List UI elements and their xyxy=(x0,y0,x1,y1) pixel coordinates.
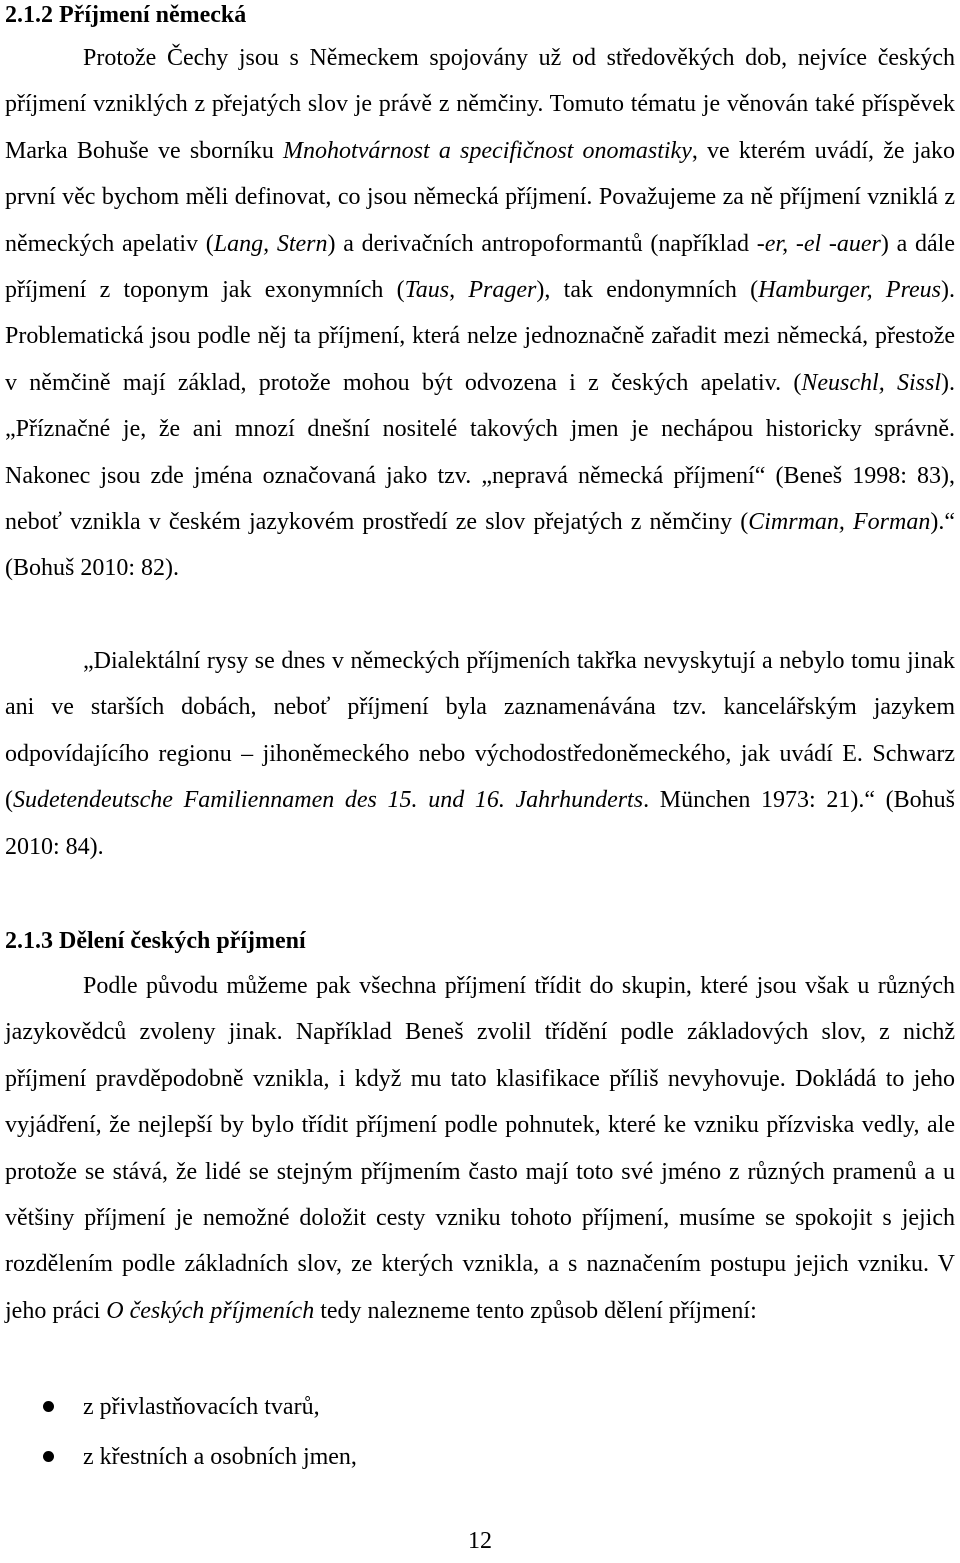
text-run: ), tak endonymních ( xyxy=(536,277,759,304)
example-surnames: Lang, Stern xyxy=(213,230,328,257)
paragraph-surname-division xyxy=(5,963,955,1334)
bullet-icon xyxy=(43,1401,54,1412)
example-surnames: Neuschl, Sissl xyxy=(801,369,942,396)
text-run: tedy nalezneme tento způsob dělení příjmení: xyxy=(314,1297,757,1324)
example-suffixes: -er, -el -auer xyxy=(756,230,881,257)
paragraph-dialect-features xyxy=(5,638,955,870)
list-item xyxy=(5,1384,955,1434)
list-item-text: z křestních a osobních jmen, xyxy=(83,1444,357,1470)
text-run: . München 1973: 21).“ (Bohuš 2010: 84). xyxy=(5,787,956,860)
division-list xyxy=(5,1384,955,1484)
text-run: , ve kterém uvádí, že jako první věc bychom měli definovat, co jsou německá příjmení. Považujeme za ně příjmení vzniklá z německých apelativ ( xyxy=(5,137,956,257)
list-item xyxy=(5,1434,955,1484)
section-heading-212: 2.1.2 Příjmení německá xyxy=(5,2,247,28)
section-heading-213: 2.1.3 Dělení českých příjmení xyxy=(5,928,306,954)
text-run: ). „Příznačné je, že ani mnozí dnešní nositelé takových jmen je nechápou historicky správně. Nakonec jsou zde jména označovaná jako tzv. „nepravá německá příjmení“ (Beneš 1998: 83), neboť vznikla v českém jazykovém prostředí ze slov přejatých z němčiny ( xyxy=(5,369,956,536)
example-surnames: Cimrman, Forman xyxy=(748,509,931,536)
text-run: ). Problematická jsou podle něj ta příjmení, která nelze jednoznačně zařadit mezi německá, přestože v němčině mají základ, protože mohou být odvozena i z českých apelativ. ( xyxy=(5,277,956,396)
text-run: Podle původu můžeme pak všechna příjmení třídit do skupin, které jsou však u různých jazykovědců zvoleny jinak. Například Beneš zvolil třídění podle základových slov, z nichž příjmení pravděpodobně vznikla, i když mu tato klasifikace příliš nevyhovuje. Dokládá to jeho vyjádření, že nejlepší by bylo třídit příjmení podle pohnutek, které ke vzniku přízviska vedly, ale protože se stává, že lidé se stejným příjmením často mají toto své jméno z různých pramenů a u většiny příjmení je nemožné doložit cesty vzniku tohoto příjmení, musíme se spokojit s jejich rozdělením podle základních slov, ze kterých vznikla, a s naznačením postupu jejich vzniku. V jeho práci xyxy=(5,973,955,1324)
text-run: ) a derivačních antropoformantů (například xyxy=(327,230,757,257)
list-item-text: z přivlastňovacích tvarů, xyxy=(83,1394,320,1420)
book-title: Mnohotvárnost a specifičnost onomastiky xyxy=(283,137,692,164)
text-run: ) a dále příjmení z toponym jak exonymních ( xyxy=(5,230,955,304)
text-run: „Dialektální rysy se dnes v německých příjmeních takřka nevyskytují a nebylo tomu jinak ani ve starších dobách, neboť příjmení byla zaznamenávána tzv. kancelářským jazykem odpovídajícího regionu – jihoněmeckého nebo východostředoněmeckého, jak uvádí E. Schwarz ( xyxy=(5,648,955,814)
text-run: Protože Čechy jsou s Německem spojovány už od středověkých dob, nejvíce českých příjmení vzniklých z přejatých slov je právě z němčiny. Tomuto tématu je věnován také příspěvek Marka Bohuše ve sborníku xyxy=(5,45,955,164)
example-surnames: Taus, Prager xyxy=(404,277,537,304)
bullet-icon xyxy=(43,1451,54,1462)
example-surnames: Hamburger, Preus xyxy=(758,277,942,304)
paragraph-german-surnames xyxy=(5,35,955,592)
book-title: O českých příjmeních xyxy=(106,1297,315,1324)
book-title: Sudetendeutsche Familiennamen des 15. und 16. Jahrhunderts xyxy=(13,787,644,814)
page-number: 12 xyxy=(468,1528,492,1554)
text-run: ).“ (Bohuš 2010: 82). xyxy=(5,509,955,582)
